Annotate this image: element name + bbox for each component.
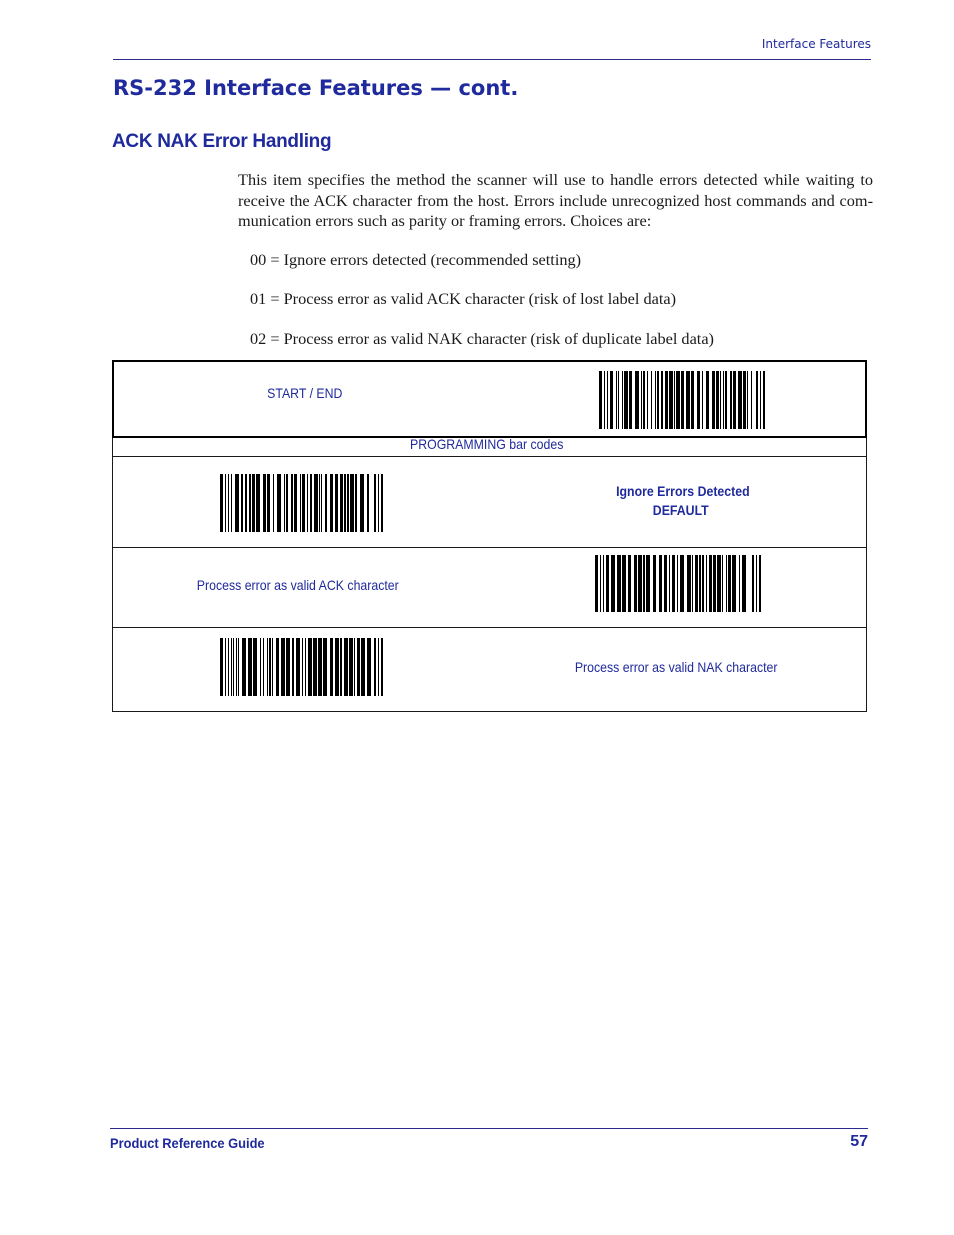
start-end-barcode bbox=[599, 371, 765, 429]
programming-caption: PROGRAMMING bar codes bbox=[410, 436, 564, 452]
description-paragraph: This item specifies the method the scanner will use to handle errors detected while waiting to receive the ACK character from the host. Errors include unrecognized host commands and com-munication errors such as parity or framing errors. Choices are: bbox=[238, 170, 873, 230]
barcode-table bbox=[112, 360, 867, 713]
page-number: 57 bbox=[850, 1133, 868, 1150]
option-00-barcode bbox=[220, 474, 383, 532]
option-01-barcode bbox=[595, 555, 761, 612]
section-title: ACK NAK Error Handling bbox=[112, 131, 332, 152]
option-01-label: Process error as valid ACK character bbox=[196, 577, 399, 593]
option-02-row bbox=[112, 628, 867, 712]
footer-title: Product Reference Guide bbox=[110, 1135, 265, 1151]
footer-rule bbox=[110, 1128, 868, 1129]
choice-01: 01 = Process error as valid ACK character (risk of lost label data) bbox=[250, 289, 677, 308]
option-00-default: DEFAULT bbox=[652, 502, 709, 518]
option-01-row bbox=[112, 547, 867, 628]
choice-00: 00 = Ignore errors detected (recommended setting) bbox=[250, 250, 582, 269]
page-title: RS-232 Interface Features — cont. bbox=[113, 76, 519, 100]
running-header: Interface Features bbox=[761, 37, 871, 51]
choice-02: 02 = Process error as valid NAK character (risk of duplicate label data) bbox=[250, 329, 714, 348]
option-00-row bbox=[112, 456, 867, 548]
option-02-barcode bbox=[220, 638, 383, 696]
start-end-label: START / END bbox=[267, 385, 343, 401]
start-end-row bbox=[112, 360, 867, 438]
option-02-label: Process error as valid NAK character bbox=[574, 659, 778, 675]
header-rule bbox=[113, 59, 871, 60]
option-00-label: Ignore Errors Detected bbox=[616, 483, 750, 499]
